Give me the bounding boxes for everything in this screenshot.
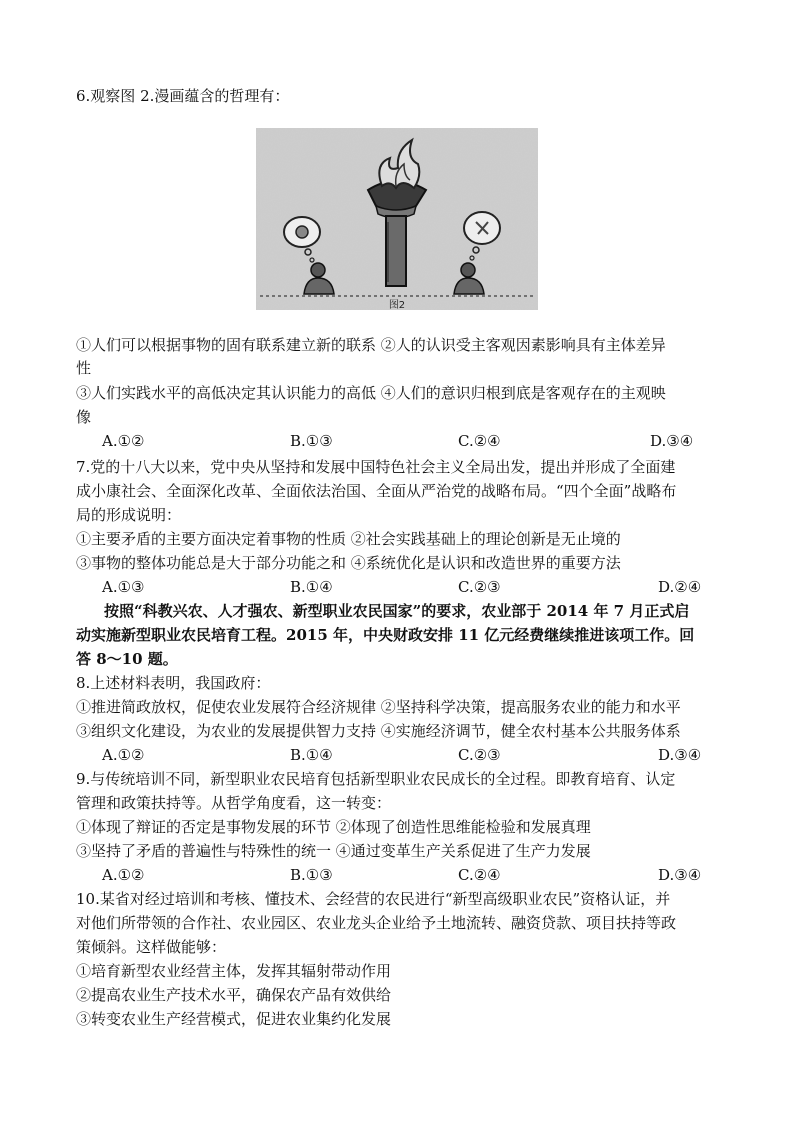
material-line-2: 动实施新型职业农民培育工程。2015 年，中央财政安排 11 亿元经费继续推进该项工作。回	[76, 626, 695, 644]
q9-option-c: C.②④	[458, 866, 501, 884]
q10-line-2: 对他们所带领的合作社、农业园区、农业龙头企业给予土地流转、融资贷款、项目扶持等政	[76, 914, 677, 932]
q9-option-d: D.③④	[658, 866, 702, 884]
q6-option-d: D.③④	[650, 432, 694, 450]
material-line-1: 按照“科教兴农、人才强农、新型职业农民国家”的要求，农业部于 2014 年 7 月正式启	[104, 602, 690, 620]
q8-option-a: A.①②	[102, 746, 145, 764]
q9-line-2: 管理和政策扶持等。从哲学角度看，这一转变：	[76, 794, 392, 812]
q10-statement-2: ②提高农业生产技术水平，确保农产品有效供给	[76, 986, 392, 1004]
q10-line-1: 10.某省对经过培训和考核、懂技术、会经营的农民进行“新型高级职业农民”资格认证，并	[76, 890, 671, 908]
q9-line-1: 9.与传统培训不同，新型职业农民培育包括新型职业农民成长的全过程。即教育培育、认定	[76, 770, 676, 788]
q8-statement-3: ③组织文化建设，为农业的发展提供智力支持 ④实施经济调节，健全农村基本公共服务体系	[76, 722, 681, 740]
q7-option-a: A.①③	[102, 578, 145, 596]
q7-line-3: 局的形成说明：	[76, 506, 182, 524]
q10-statement-1: ①培育新型农业经营主体，发挥其辐射带动作用	[76, 962, 392, 980]
q8-option-b: B.①④	[290, 746, 333, 764]
q6-option-c: C.②④	[458, 432, 501, 450]
q7-line-1: 7.党的十八大以来，党中央从坚持和发展中国特色社会主义全局出发，提出并形成了全面建	[76, 458, 676, 476]
q7-line-2: 成小康社会、全面深化改革、全面依法治国、全面从严治党的战略布局。“四个全面”战略布	[76, 482, 677, 500]
q7-option-b: B.①④	[290, 578, 333, 596]
q7-option-c: C.②③	[458, 578, 501, 596]
q6-stem: 6.观察图 2.漫画蕴含的哲理有：	[76, 87, 290, 105]
material-line-3: 答 8～10 题。	[76, 650, 178, 668]
q6-statement-3-cont: 像	[76, 408, 92, 426]
q6-statement-3: ③人们实践水平的高低决定其认识能力的高低 ④人们的意识归根到底是客观存在的主观映	[76, 384, 666, 402]
q6-statement-1-cont: 性	[76, 359, 92, 377]
q8-stem: 8.上述材料表明，我国政府：	[76, 674, 271, 692]
q7-statement-1: ①主要矛盾的主要方面决定着事物的性质 ②社会实践基础上的理论创新是无止境的	[76, 530, 621, 548]
q8-option-c: C.②③	[458, 746, 501, 764]
q6-option-a: A.①②	[102, 432, 145, 450]
q6-option-b: B.①③	[290, 432, 333, 450]
q8-option-d: D.③④	[658, 746, 702, 764]
q9-statement-3: ③坚持了矛盾的普遍性与特殊性的统一 ④通过变革生产关系促进了生产力发展	[76, 842, 591, 860]
q9-statement-1: ①体现了辩证的否定是事物发展的环节 ②体现了创造性思维能检验和发展真理	[76, 818, 591, 836]
q7-statement-3: ③事物的整体功能总是大于部分功能之和 ④系统优化是认识和改造世界的重要方法	[76, 554, 621, 572]
figure-caption: 图2	[388, 300, 406, 310]
q9-option-b: B.①③	[290, 866, 333, 884]
q10-statement-3: ③转变农业生产经营模式，促进农业集约化发展	[76, 1010, 392, 1028]
cartoon-illustration	[256, 128, 538, 310]
q8-statement-1: ①推进简政放权，促使农业发展符合经济规律 ②坚持科学决策，提高服务农业的能力和水平	[76, 698, 681, 716]
q9-option-a: A.①②	[102, 866, 145, 884]
q10-line-3: 策倾斜。这样做能够：	[76, 938, 227, 956]
q6-statement-1: ①人们可以根据事物的固有联系建立新的联系 ②人的认识受主客观因素影响具有主体差异	[76, 336, 666, 354]
q7-option-d: D.②④	[658, 578, 702, 596]
cartoon-figure	[256, 128, 538, 310]
